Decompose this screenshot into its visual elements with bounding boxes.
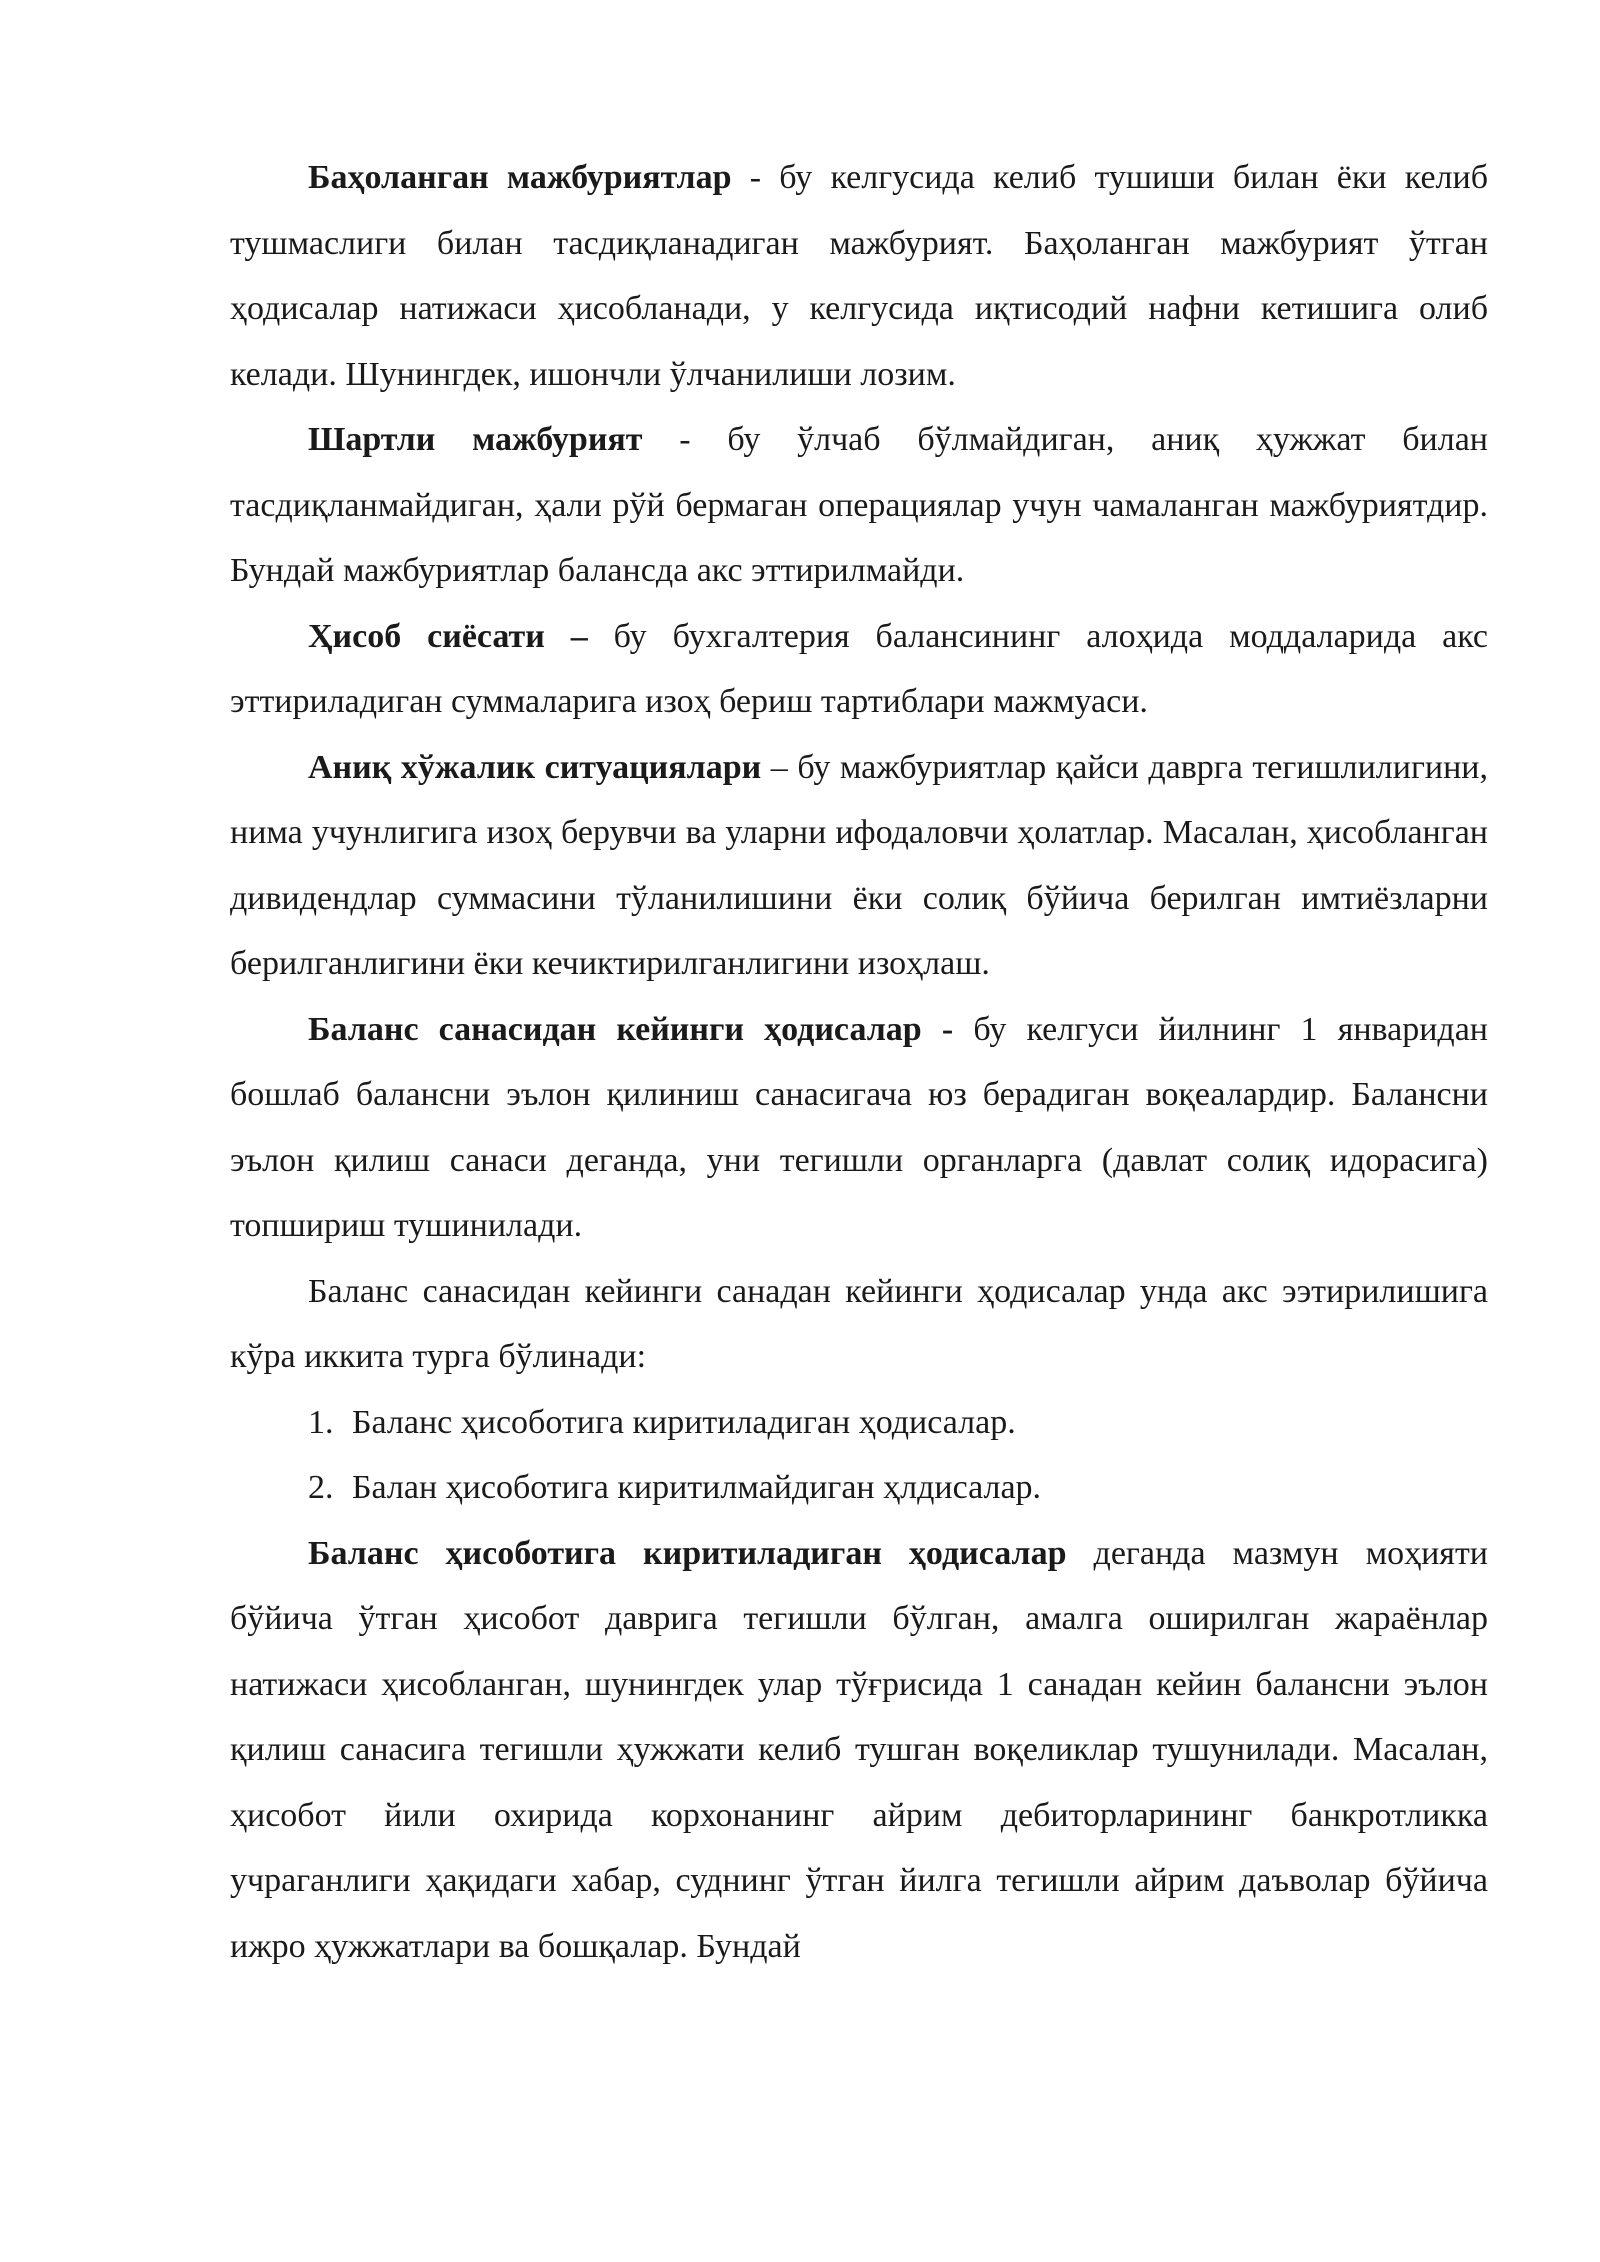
definition-business-situations: – бу мажбуриятлар қайси даврга тегишлилигини, нима учунлигига изоҳ берувчи ва уларни ифодаловчи ҳолатлар. Масалан, ҳисобланган дивидендлар суммасини тўланилишини ёки солиқ бўйича берилган имтиёзларни берилганлигини ёки кечиктирилганлигини изоҳлаш. xyxy=(230,748,1488,982)
event-types-intro-text: Баланс санасидан кейинги санадан кейинги ҳодисалар унда акс ээтирилишига кўра иккита турга бўлинади: xyxy=(230,1272,1488,1375)
term-estimated-liabilities: Баҳоланган мажбуриятлар xyxy=(308,159,732,196)
definition-contingent-liability: - бу ўлчаб бўлмайдиган, аниқ ҳужжат билан тасдиқланмайдиган, ҳали рўй бермаган операциялар учун чамаланган мажбуриятдир. Бундай мажбуриятлар балансда акс эттирилмайди. xyxy=(230,421,1488,589)
paragraph-estimated-liabilities xyxy=(230,145,1488,407)
term-contingent-liability: Шартли мажбурият xyxy=(308,421,643,458)
paragraph-event-types-intro xyxy=(230,1259,1488,1390)
term-accounting-policy: Ҳисоб сиёсати – xyxy=(308,617,588,655)
list-item xyxy=(230,1390,1488,1456)
list-item-text: Баланс ҳисоботига киритиладиган ҳодисалар. xyxy=(352,1403,1016,1441)
list-item-number: 1. xyxy=(308,1403,334,1441)
term-business-situations: Аниқ хўжалик ситуациялари xyxy=(308,748,762,786)
event-types-list xyxy=(230,1390,1488,1521)
paragraph-contingent-liability xyxy=(230,407,1488,604)
definition-estimated-liabilities: - бу келгусида келиб тушиши билан ёки келиб тушмаслиги билан тасдиқланадиган мажбурият. Баҳоланган мажбурият ўтган ҳодисалар натижаси ҳисобланади, у келгусида иқтисодий нафни кетишига олиб келади. Шунингдек, ишончли ўлчанилиши лозим. xyxy=(230,159,1489,393)
paragraph-post-balance-events xyxy=(230,997,1488,1259)
list-item xyxy=(230,1455,1488,1521)
list-item-text: Балан ҳисоботига киритилмайдиган ҳлдисалар. xyxy=(352,1469,1042,1506)
paragraph-accounting-policy xyxy=(230,604,1488,735)
definition-included-events: деганда мазмун моҳияти бўйича ўтган ҳисобот даврига тегишли бўлган, амалга оширилган жараёнлар натижаси ҳисобланган, шунингдек улар тўғрисида 1 санадан кейин балансни эълон қилиш санасига тегишли ҳужжати келиб тушган воқеликлар тушунилади. Масалан, ҳисобот йили охирида корхонанинг айрим дебиторларининг банкротликка учраганлиги ҳақидаги хабар, суднинг ўтган йилга тегишли айрим даъволар бўйича ижро ҳужжатлари ва бошқалар. Бундай xyxy=(230,1534,1488,1965)
paragraph-included-events xyxy=(230,1521,1488,1980)
definition-post-balance-events: бу келгуси йилнинг 1 январидан бошлаб балансни эълон қилиниш санасигача юз берадиган воқеалардир. Балансни эълон қилиш санаси деганда, уни тегишли органларга (давлат солиқ идорасига) топшириш тушинилади. xyxy=(230,1010,1489,1244)
term-included-events: Баланс ҳисоботига киритиладиган ҳодисалар xyxy=(308,1534,1067,1572)
term-post-balance-events: Баланс санасидан кейинги ҳодисалар - xyxy=(308,1010,954,1048)
paragraph-business-situations xyxy=(230,735,1488,997)
list-item-number: 2. xyxy=(308,1469,334,1506)
definition-accounting-policy: бу бухгалтерия балансининг алоҳида моддаларида акс эттириладиган суммаларига изоҳ бериш тартиблари мажмуаси. xyxy=(230,617,1488,720)
document-page xyxy=(230,145,1488,1979)
